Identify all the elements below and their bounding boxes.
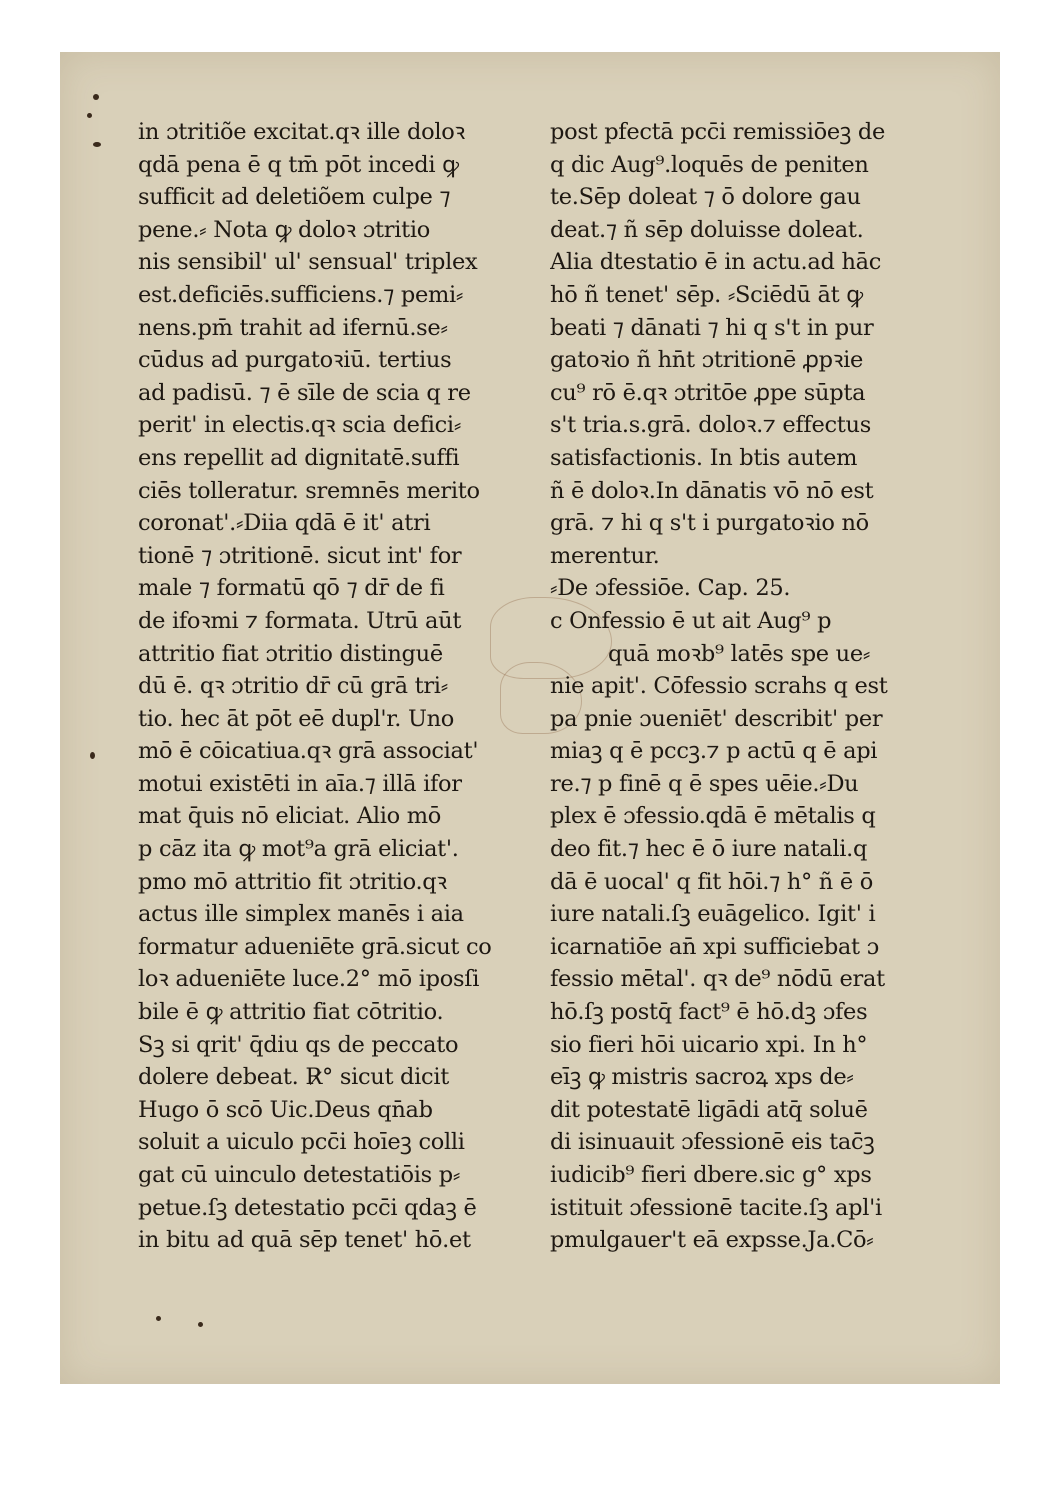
text-line: loꝛ adueniēte luce.2° mō iposſi (138, 966, 480, 993)
text-line: post pfectā pcc̄i remissiōeꝫ de (550, 119, 886, 145)
chapter-heading (550, 572, 950, 605)
text-line: te.Sēp doleat ⁊ ō dolore gau (550, 184, 861, 211)
text-line: plex ē ɔfessio.qdā ē mētalis q (550, 803, 876, 830)
text-line: pmulgauer't eā expsse.Ja.Cō⸗ (550, 1227, 874, 1254)
text-line: iudicib⁹ fieri dbere.sic g° xps (550, 1162, 872, 1188)
text-line: deat.⁊ ñ sēp doluisse doleat. (550, 216, 864, 243)
text-line: s't tria.s.grā. doloꝛ.⁊ effectus (550, 412, 871, 439)
text-line: in ɔtritiõe excitat.qꝛ ille doloꝛ (138, 119, 465, 145)
text-line: dolere debeat. R̷° sicut dicit (138, 1064, 449, 1091)
text-line: Sꝫ si qrit' q̄diu qs de peccato (138, 1031, 459, 1058)
text-line: coronat'.⸗Diia qdā ē it' atri (138, 510, 431, 537)
text-line: quā moꝛb⁹ latēs spe ue⸗ (608, 640, 871, 667)
text-line: nens.pm̄ trahit ad ifernū.se⸗ (138, 314, 448, 341)
text-line: miaꝫ q ē pccꝫ.⁊ p actū q ē api (550, 738, 878, 765)
ink-spot (156, 1316, 161, 1321)
text-line: ens repellit ad dignitatē.suffi (138, 444, 460, 471)
text-line: deo fit.⁊ hec ē ō iure natali.q (550, 836, 868, 863)
text-line: actus ille simplex manēs i aia (138, 901, 464, 928)
ink-spot (93, 94, 99, 100)
text-line: male ⁊ formatū qō ⁊ dr̄ de fi (138, 575, 445, 602)
text-line: ñ ē doloꝛ.In dānatis vō nō est (550, 477, 874, 504)
text-line: ad padisū. ⁊ ē sīle de scia q re (138, 379, 471, 406)
text-line: di isinuauit ɔfessionē eis tac̄ꝫ (550, 1129, 875, 1156)
text-line: dit potestatē ligādi atq̄ soluē (550, 1096, 868, 1123)
text-line: dā ē uocal' q fit hōi.⁊ h° ñ ē ō (550, 868, 873, 895)
text-line: icarnatiōe an̄ xpi sufficiebat ɔ (550, 933, 879, 960)
text-line: nie apit'. Cōfessio scrahs q est (550, 673, 888, 700)
text-line: grā. ⁊ hi q s't i purgatoꝛio nō (550, 510, 869, 537)
text-line: tionē ⁊ ɔtritionē. sicut int' for (138, 542, 462, 569)
text-line: cūdus ad purgatoꝛiū. tertius (138, 347, 452, 374)
ink-spot (90, 752, 95, 759)
text-line: merentur. (550, 542, 660, 569)
text-line: est.deficiēs.sufficiens.⁊ pemi⸗ (138, 281, 464, 308)
text-line: qdā pena ē q tm̄ pōt incedi ꝙ (138, 151, 459, 178)
text-line: motui existēti in aīa.⁊ illā ifor (138, 770, 462, 797)
text-line: attritio fiat ɔtritio distinguē (138, 640, 443, 667)
text-line: in bitu ad quā sēp tenet' hō.et (138, 1227, 471, 1254)
text-line: pmo mō attritio fit ɔtritio.qꝛ (138, 868, 447, 895)
text-line: sufficit ad deletiõem culpe ⁊ (138, 184, 451, 211)
left-text-column (138, 116, 508, 1257)
text-line-body: Onfessio ē ut ait Aug⁹ p (569, 607, 832, 634)
text-line: istituit ɔfessionē tacite.ſꝫ apl'i (550, 1194, 882, 1221)
text-line: tio. hec āt pōt eē dupl'r. Uno (138, 705, 455, 732)
text-line: satisfactionis. In btis autem (550, 444, 858, 471)
text-line: ciēs tolleratur. sremnēs merito (138, 477, 480, 504)
chapter-number: Cap. 25. (697, 575, 791, 602)
text-line: re.⁊ p finē q ē spes uēie.⸗Du (550, 770, 859, 797)
text-line: gatoꝛio ñ hn̄t ɔtritionē ꝓpꝛie (550, 347, 864, 374)
text-line: p cāz ita ꝙ mot⁹a grā eliciat'. (138, 836, 459, 863)
text-line: petue.ſꝫ detestatio pcc̄i qdaꝫ ē (138, 1194, 477, 1221)
text-line: beati ⁊ dānati ⁊ hi q s't in pur (550, 314, 874, 341)
text-line: formatur adueniēte grā.sicut co (138, 933, 492, 960)
text-line: eīꝫ ꝙ mistris sacroꝝ xps de⸗ (550, 1064, 854, 1091)
text-line: cu⁹ rō ē.qꝛ ɔtritōe ꝓpe sūpta (550, 379, 866, 406)
chapter-title: ⸗De ɔfessiōe. (550, 575, 691, 602)
text-line: bile ē ꝙ attritio fiat cōtritio. (138, 999, 444, 1026)
ink-spot (198, 1322, 203, 1327)
text-line (550, 605, 950, 638)
manuscript-page (60, 52, 1000, 1384)
text-line: dū ē. qꝛ ɔtritio dr̄ cū grā tri⸗ (138, 673, 448, 700)
right-text-column (550, 116, 950, 1257)
text-line: pa pnie ɔueniēt' describit' per (550, 705, 883, 732)
text-line: Hugo ō scō Uic.Deus qn̄ab (138, 1096, 433, 1123)
text-line: hō ñ tenet' sēp. ⸗Sciēdū āt ꝙ (550, 281, 863, 308)
text-line: sio fieri hōi uicario xpi. In h° (550, 1031, 868, 1058)
text-line: perit' in electis.qꝛ scia defici⸗ (138, 412, 462, 439)
text-line: iure natali.ſꝫ euāgelico. Igit' i (550, 901, 876, 928)
text-line: Alia dtestatio ē in actu.ad hāc (550, 249, 882, 276)
text-line: fessio mētal'. qꝛ de⁹ nōdū erat (550, 966, 885, 993)
text-line: q dic Aug⁹.loquēs de peniten (550, 151, 869, 178)
text-line: nis sensibil' ul' sensual' triplex (138, 249, 478, 276)
ink-spot (87, 113, 92, 118)
text-line: mat q̄uis nō eliciat. Alio mō (138, 803, 442, 830)
text-line: mō ē cōicatiua.qꝛ grā associat' (138, 738, 479, 765)
guide-letter: c (550, 607, 563, 634)
text-line: gat cū uinculo detestatiōis p⸗ (138, 1162, 461, 1188)
text-line: soluit a uiculo pcc̄i hoīeꝫ colli (138, 1129, 465, 1156)
text-line: hō.ſꝫ postq̄ fact⁹ ē hō.dꝫ ɔfes (550, 999, 868, 1026)
ink-spot (93, 142, 101, 147)
text-line: de ifoꝛmi ⁊ formata. Utrū aūt (138, 607, 462, 634)
text-line: pene.⸗ Nota ꝙ doloꝛ ɔtritio (138, 216, 431, 243)
